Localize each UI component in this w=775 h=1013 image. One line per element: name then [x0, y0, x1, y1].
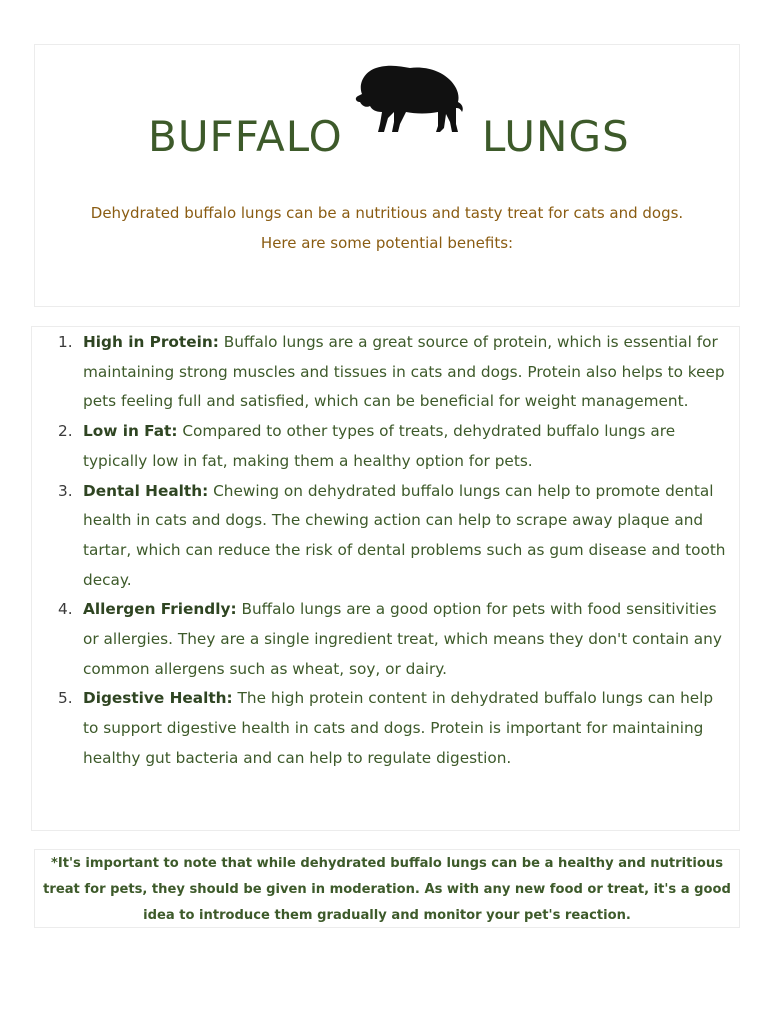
benefit-term: Digestive Health: [83, 689, 233, 708]
benefit-text: Buffalo lungs are a good option for pets with food sensitivities or allergies. They are a single ingredient treat, which means they don't contain any common allergens such as wheat, soy, or dairy. [83, 600, 722, 678]
list-number: 1. [58, 333, 73, 351]
benefit-text: The high protein content in dehydrated buffalo lungs can help to support digestive health in cats and dogs. Protein is important for maintaining healthy gut bacteria and can help to regulate digestion. [83, 689, 714, 767]
benefit-term: Low in Fat: [83, 422, 178, 441]
list-item [58, 328, 732, 417]
benefit-text: Compared to other types of treats, dehydrated buffalo lungs are typically low in fat, making them a healthy option for pets. [83, 422, 676, 470]
benefit-term: Dental Health: [83, 481, 209, 500]
list-number: 5. [58, 689, 73, 708]
buffalo-silhouette-icon [354, 62, 466, 138]
list-number: 2. [58, 422, 73, 441]
list-item [58, 684, 732, 773]
list-item [58, 417, 732, 476]
benefits-list [58, 328, 732, 774]
benefit-text: Buffalo lungs are a great source of protein, which is essential for maintaining strong muscles and tissues in cats and dogs. Protein also helps to keep pets feeling full and satisfied, which can be beneficial for weight management. [83, 333, 725, 411]
benefit-text: Chewing on dehydrated buffalo lungs can help to promote dental health in cats and dogs. The chewing action can help to scrape away plaque and tartar, which can reduce the risk of dental problems such as gum disease and tooth decay. [83, 481, 726, 589]
list-item [58, 477, 732, 596]
title-left-word: BUFFALO [148, 112, 343, 161]
intro-line-2: Here are some potential benefits: [260, 234, 514, 252]
list-number: 4. [58, 600, 73, 619]
benefit-term: Allergen Friendly: [83, 600, 237, 619]
list-number: 3. [58, 481, 73, 500]
list-item [58, 595, 732, 684]
title-right-word: LUNGS [482, 112, 630, 161]
benefit-term: High in Protein: [83, 333, 219, 351]
intro-line-1: Dehydrated buffalo lungs can be a nutritious and tasty treat for cats and dogs. [90, 204, 684, 222]
moderation-note: *It's important to note that while dehydrated buffalo lungs can be a healthy and nutritious treat for pets, they should be given in moderation. As with any new food or treat, it's a good idea to introduce them gradually and monitor your pet's reaction. [43, 856, 731, 923]
